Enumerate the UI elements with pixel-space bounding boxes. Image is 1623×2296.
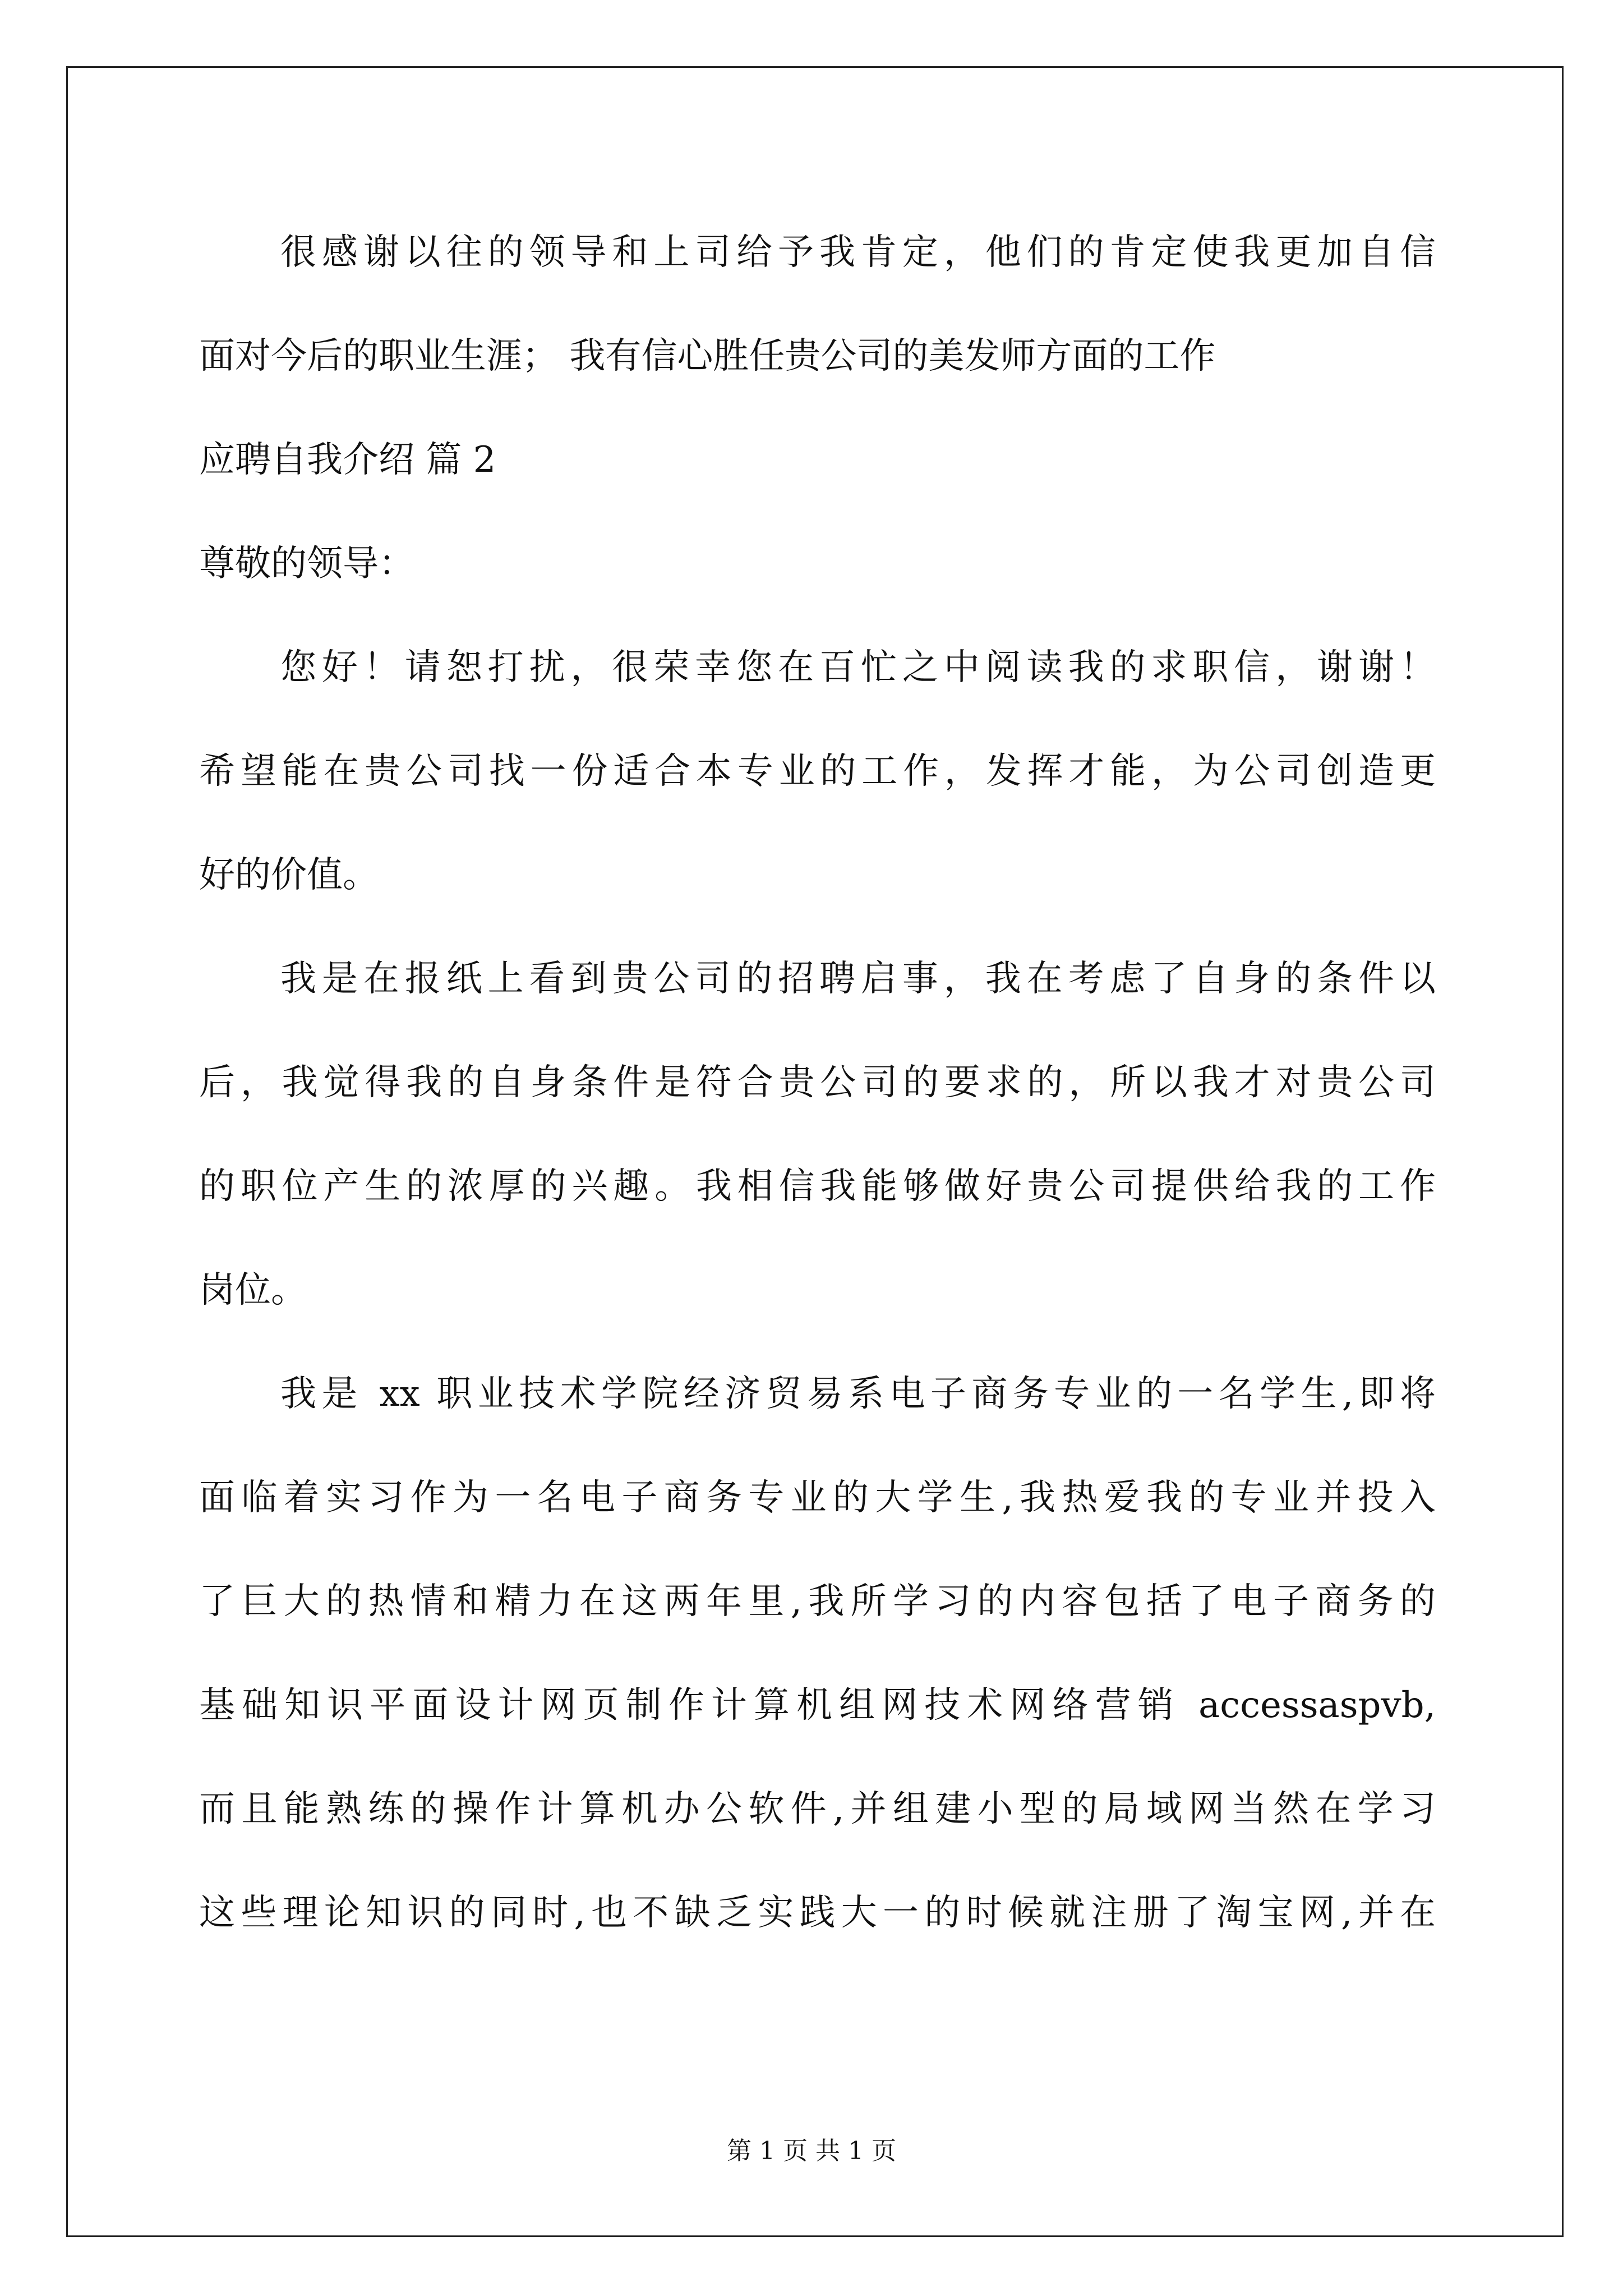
page-number-footer: 第 1 页 共 1 页 [727, 2137, 896, 2165]
salutation: 尊敬的领导： [199, 543, 414, 585]
paragraph-line: 很感谢以往的领导和上司给予我肯定，他们的肯定使我更加自信 [280, 232, 1436, 273]
paragraph-line: 后，我觉得我的自身条件是符合贵公司的要求的，所以我才对贵公司 [199, 1062, 1436, 1103]
section-heading: 应聘自我介绍 篇 2 [199, 439, 496, 481]
paragraph-line: 岗位。 [199, 1269, 307, 1311]
paragraph-line: 的职位产生的浓厚的兴趣。我相信我能够做好贵公司提供给我的工作 [199, 1166, 1436, 1207]
document-body [199, 210, 1436, 1975]
paragraph-line: 您好！请恕打扰，很荣幸您在百忙之中阅读我的求职信，谢谢！ [280, 647, 1436, 688]
paragraph-line: 我是 xx 职业技术学院经济贸易系电子商务专业的一名学生,即将 [280, 1373, 1436, 1415]
paragraph-line: 我是在报纸上看到贵公司的招聘启事，我在考虑了自身的条件以 [280, 958, 1436, 1000]
paragraph-line: 面临着实习作为一名电子商务专业的大学生,我热爱我的专业并投入 [199, 1477, 1436, 1519]
paragraph-line: 面对今后的职业生涯； 我有信心胜任贵公司的美发师方面的工作 [199, 335, 1216, 377]
paragraph-line: 这些理论知识的同时,也不缺乏实践大一的时候就注册了淘宝网,并在 [199, 1892, 1436, 1934]
paragraph-line: 了巨大的热情和精力在这两年里,我所学习的内容包括了电子商务的 [199, 1581, 1436, 1622]
paragraph-line: 而且能熟练的操作计算机办公软件,并组建小型的局域网当然在学习 [199, 1788, 1436, 1830]
paragraph-line: 希望能在贵公司找一份适合本专业的工作，发挥才能，为公司创造更 [199, 751, 1436, 792]
paragraph-line: 基础知识平面设计网页制作计算机组网技术网络营销 accessaspvb, [199, 1685, 1436, 1726]
paragraph-line: 好的价值。 [199, 854, 379, 896]
